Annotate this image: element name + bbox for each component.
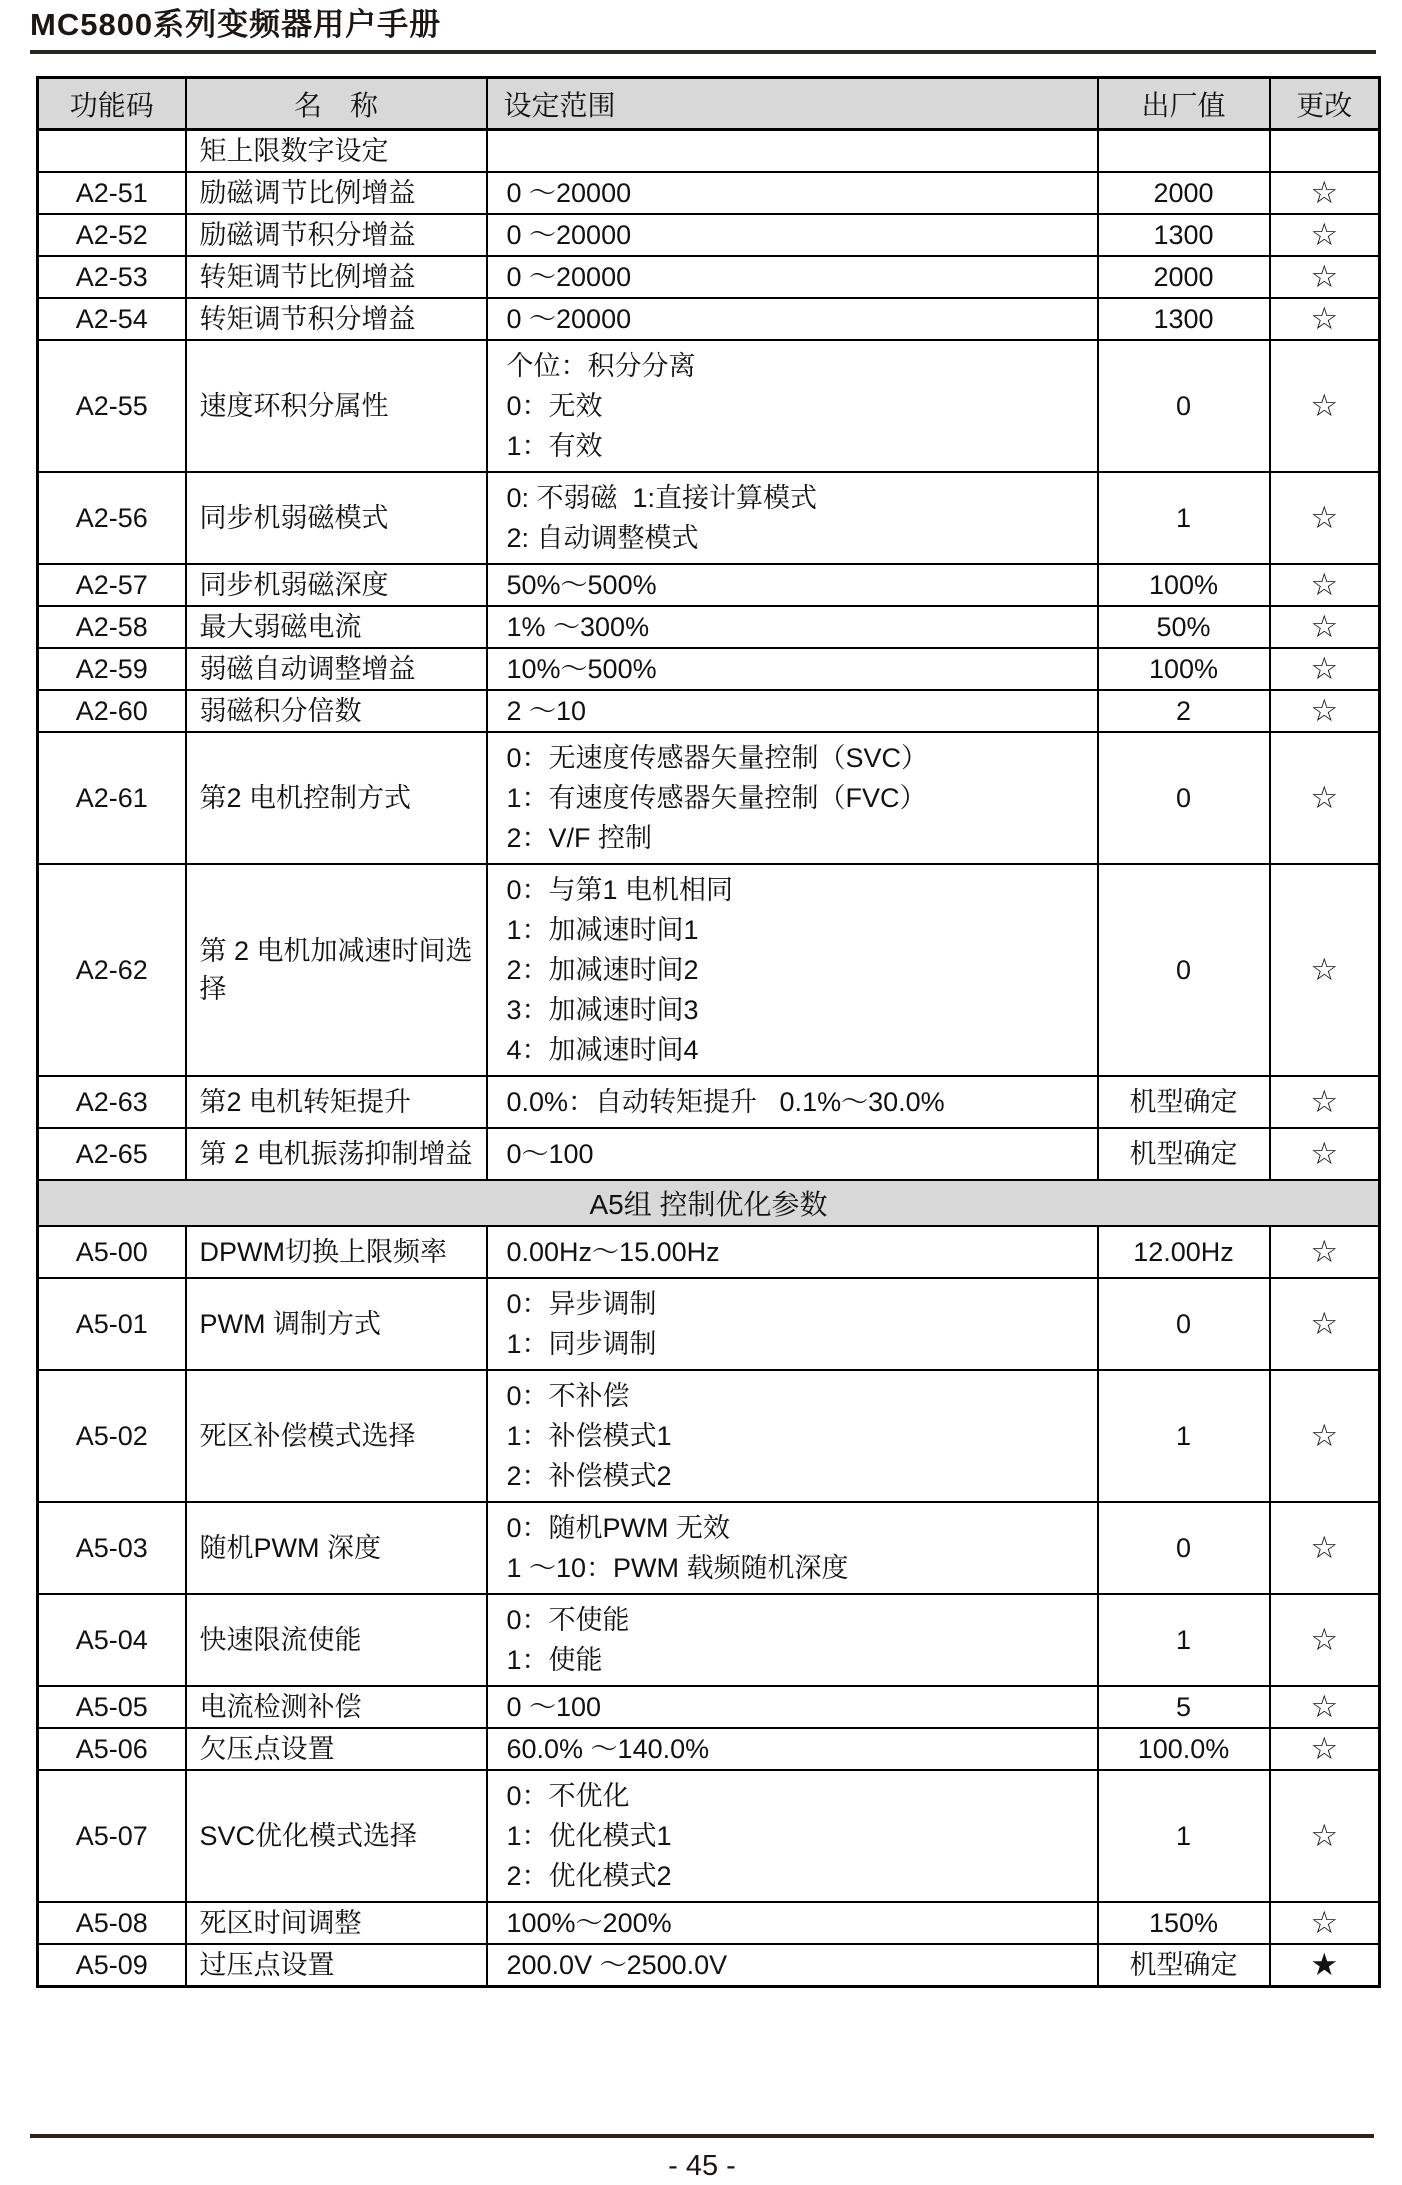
- param-name: 快速限流使能: [186, 1594, 487, 1686]
- param-change: [1270, 1278, 1380, 1370]
- param-change: [1270, 1128, 1380, 1180]
- param-name: PWM 调制方式: [186, 1278, 487, 1370]
- param-name: 第 2 电机加减速时间选择: [186, 864, 487, 1076]
- open-star-icon: ☆: [1310, 1904, 1339, 1940]
- param-name: 速度环积分属性: [186, 340, 487, 472]
- param-change: [1270, 690, 1380, 732]
- param-change: [1270, 1902, 1380, 1944]
- param-range-line: 2：补偿模式2: [506, 1460, 672, 1491]
- param-range-line: 2：优化模式2: [506, 1860, 672, 1891]
- param-range-line: 2：V/F 控制: [506, 822, 653, 853]
- param-range-line: 0：不补偿: [506, 1380, 630, 1411]
- param-range-line: 1：有效: [506, 430, 603, 461]
- param-name: 随机PWM 深度: [186, 1502, 487, 1594]
- param-default: 机型确定: [1098, 1128, 1270, 1180]
- param-default: 1: [1098, 1370, 1270, 1502]
- param-range: [487, 472, 1098, 564]
- param-change: [1270, 1770, 1380, 1902]
- open-star-icon: ☆: [1310, 1083, 1339, 1119]
- param-change: [1270, 1370, 1380, 1502]
- param-range-line: 1% ～300%: [506, 611, 650, 642]
- open-star-icon: ☆: [1310, 216, 1339, 252]
- param-range-line: 2: 自动调整模式: [506, 522, 699, 553]
- param-row: [38, 298, 1380, 340]
- param-default: 100.0%: [1098, 1728, 1270, 1770]
- param-range-line: 1：同步调制: [506, 1328, 657, 1359]
- col-header-change: 更改: [1270, 78, 1380, 130]
- param-range-line: 200.0V ～2500.0V: [506, 1949, 728, 1980]
- param-range-line: 0：不使能: [506, 1604, 630, 1635]
- col-header-name: 名 称: [186, 78, 487, 130]
- open-star-icon: ☆: [1310, 1688, 1339, 1724]
- param-code: A5-04: [38, 1594, 186, 1686]
- param-row: [38, 1278, 1380, 1370]
- param-range-line: 0～100: [506, 1138, 594, 1169]
- param-name: 电流检测补偿: [186, 1686, 487, 1728]
- param-default: 0: [1098, 864, 1270, 1076]
- open-star-icon: ☆: [1310, 1305, 1339, 1341]
- param-row: [38, 1076, 1380, 1128]
- param-default: 0: [1098, 732, 1270, 864]
- param-range-line: 2：加减速时间2: [506, 954, 699, 985]
- param-name: DPWM切换上限频率: [186, 1226, 487, 1278]
- param-code: A5-06: [38, 1728, 186, 1770]
- param-change: [1270, 564, 1380, 606]
- param-range-line: 1：补偿模式1: [506, 1420, 672, 1451]
- param-name: 欠压点设置: [186, 1728, 487, 1770]
- param-name: 第2 电机控制方式: [186, 732, 487, 864]
- param-row: [38, 648, 1380, 690]
- param-default: 5: [1098, 1686, 1270, 1728]
- parameter-table: [36, 76, 1381, 1988]
- param-name: 励磁调节积分增益: [186, 214, 487, 256]
- param-row: [38, 564, 1380, 606]
- param-range-line: 0：无速度传感器矢量控制（SVC）: [506, 742, 929, 773]
- param-range: [487, 1076, 1098, 1128]
- param-range: [487, 564, 1098, 606]
- param-name: 矩上限数字设定: [186, 130, 487, 172]
- open-star-icon: ☆: [1310, 1233, 1339, 1269]
- open-star-icon: ☆: [1310, 608, 1339, 644]
- param-range-line: 2 ～10: [506, 695, 587, 726]
- param-range: [487, 1728, 1098, 1770]
- param-code: A2-62: [38, 864, 186, 1076]
- param-code: A5-08: [38, 1902, 186, 1944]
- open-star-icon: ☆: [1310, 692, 1339, 728]
- param-name: 同步机弱磁模式: [186, 472, 487, 564]
- param-change: [1270, 214, 1380, 256]
- param-row: [38, 130, 1380, 172]
- param-range-line: 0 ～20000: [506, 303, 632, 334]
- param-range-line: 0.00Hz～15.00Hz: [506, 1236, 720, 1267]
- param-row: [38, 1502, 1380, 1594]
- param-range-line: 4：加减速时间4: [506, 1034, 699, 1065]
- open-star-icon: ☆: [1310, 779, 1339, 815]
- param-code: A5-01: [38, 1278, 186, 1370]
- param-name: 弱磁积分倍数: [186, 690, 487, 732]
- param-default: 100%: [1098, 564, 1270, 606]
- param-row: [38, 1728, 1380, 1770]
- param-change: [1270, 1594, 1380, 1686]
- param-code: A2-59: [38, 648, 186, 690]
- document-footer: [30, 2126, 1374, 2183]
- param-range: [487, 1594, 1098, 1686]
- param-name: 同步机弱磁深度: [186, 564, 487, 606]
- param-default: 2000: [1098, 256, 1270, 298]
- param-change: [1270, 1728, 1380, 1770]
- col-header-factory-value: 出厂值: [1098, 78, 1270, 130]
- param-default: [1098, 130, 1270, 172]
- param-default: 1300: [1098, 214, 1270, 256]
- param-change: [1270, 130, 1380, 172]
- param-row: [38, 340, 1380, 472]
- col-header-function-code: 功能码: [38, 78, 186, 130]
- param-change: [1270, 472, 1380, 564]
- param-range: [487, 1770, 1098, 1902]
- param-range-line: 10%～500%: [506, 653, 657, 684]
- param-change: [1270, 298, 1380, 340]
- param-name: 第 2 电机振荡抑制增益: [186, 1128, 487, 1180]
- param-range-line: 0：异步调制: [506, 1288, 657, 1319]
- doc-title: MC5800系列变频器用户手册: [30, 7, 442, 42]
- param-range-line: 50%～500%: [506, 569, 657, 600]
- param-change: [1270, 732, 1380, 864]
- open-star-icon: ☆: [1310, 1730, 1339, 1766]
- param-name: 弱磁自动调整增益: [186, 648, 487, 690]
- param-range: [487, 340, 1098, 472]
- open-star-icon: ☆: [1310, 1817, 1339, 1853]
- param-default: 50%: [1098, 606, 1270, 648]
- open-star-icon: ☆: [1310, 499, 1339, 535]
- param-default: 12.00Hz: [1098, 1226, 1270, 1278]
- param-default: 0: [1098, 1502, 1270, 1594]
- param-range-line: 60.0% ～140.0%: [506, 1733, 710, 1764]
- open-star-icon: ☆: [1310, 258, 1339, 294]
- param-change: [1270, 606, 1380, 648]
- param-code: A2-61: [38, 732, 186, 864]
- param-range: [487, 1902, 1098, 1944]
- group-header-label: A5组 控制优化参数: [38, 1180, 1380, 1226]
- param-code: A5-02: [38, 1370, 186, 1502]
- param-default: 100%: [1098, 648, 1270, 690]
- param-range-line: 0：不优化: [506, 1780, 630, 1811]
- param-row: [38, 690, 1380, 732]
- param-row: [38, 1686, 1380, 1728]
- param-default: 1: [1098, 1770, 1270, 1902]
- param-range-line: 0 ～20000: [506, 177, 632, 208]
- param-range-line: 1：有速度传感器矢量控制（FVC）: [506, 782, 927, 813]
- param-code: A5-09: [38, 1944, 186, 1987]
- param-name: 第2 电机转矩提升: [186, 1076, 487, 1128]
- open-star-icon: ☆: [1310, 1417, 1339, 1453]
- open-star-icon: ☆: [1310, 650, 1339, 686]
- param-range-line: 0：无效: [506, 390, 603, 421]
- param-range: [487, 864, 1098, 1076]
- footer-divider: [30, 2134, 1374, 2138]
- param-range-line: 0 ～20000: [506, 219, 632, 250]
- param-range: [487, 606, 1098, 648]
- param-range-line: 100%～200%: [506, 1907, 672, 1938]
- open-star-icon: ☆: [1310, 1135, 1339, 1171]
- param-range-line: 1：优化模式1: [506, 1820, 672, 1851]
- param-range-line: 0：随机PWM 无效: [506, 1512, 731, 1543]
- param-row: [38, 1944, 1380, 1987]
- param-name: 转矩调节积分增益: [186, 298, 487, 340]
- param-default: 机型确定: [1098, 1944, 1270, 1987]
- param-name: 励磁调节比例增益: [186, 172, 487, 214]
- param-code: A5-00: [38, 1226, 186, 1278]
- header-divider: [30, 50, 1376, 54]
- param-default: 0: [1098, 1278, 1270, 1370]
- param-name: 死区补偿模式选择: [186, 1370, 487, 1502]
- open-star-icon: ☆: [1310, 951, 1339, 987]
- param-row: [38, 1128, 1380, 1180]
- open-star-icon: ☆: [1310, 174, 1339, 210]
- param-range: [487, 172, 1098, 214]
- param-code: A2-57: [38, 564, 186, 606]
- param-row: [38, 214, 1380, 256]
- param-change: [1270, 1686, 1380, 1728]
- param-row: [38, 1226, 1380, 1278]
- param-range: [487, 1502, 1098, 1594]
- param-range-line: 0：与第1 电机相同: [506, 874, 734, 905]
- param-code: A2-51: [38, 172, 186, 214]
- param-default: 1: [1098, 472, 1270, 564]
- param-change: [1270, 256, 1380, 298]
- param-code: A2-63: [38, 1076, 186, 1128]
- open-star-icon: ☆: [1310, 566, 1339, 602]
- param-range: [487, 1686, 1098, 1728]
- param-range-line: 1：加减速时间1: [506, 914, 699, 945]
- open-star-icon: ☆: [1310, 300, 1339, 336]
- param-range: [487, 256, 1098, 298]
- param-range: [487, 690, 1098, 732]
- param-range-line: 0: 不弱磁 1:直接计算模式: [506, 482, 818, 513]
- param-row: [38, 172, 1380, 214]
- open-star-icon: ☆: [1310, 1529, 1339, 1565]
- filled-star-icon: ★: [1310, 1946, 1339, 1982]
- param-name: 过压点设置: [186, 1944, 487, 1987]
- param-change: [1270, 172, 1380, 214]
- param-name: 死区时间调整: [186, 1902, 487, 1944]
- param-default: 机型确定: [1098, 1076, 1270, 1128]
- param-range: [487, 1944, 1098, 1987]
- page-number: - 45 -: [668, 2150, 736, 2182]
- param-range-line: 0 ～100: [506, 1691, 602, 1722]
- param-code: A5-07: [38, 1770, 186, 1902]
- param-change: [1270, 1502, 1380, 1594]
- param-code: A2-65: [38, 1128, 186, 1180]
- param-row: [38, 472, 1380, 564]
- param-default: 1300: [1098, 298, 1270, 340]
- param-default: 2000: [1098, 172, 1270, 214]
- param-range: [487, 732, 1098, 864]
- param-code: A2-53: [38, 256, 186, 298]
- param-range: [487, 1278, 1098, 1370]
- param-change: [1270, 340, 1380, 472]
- param-range-line: 0.0%：自动转矩提升 0.1%～30.0%: [506, 1086, 945, 1117]
- param-row: [38, 1770, 1380, 1902]
- param-range: [487, 130, 1098, 172]
- param-default: 2: [1098, 690, 1270, 732]
- param-default: 1: [1098, 1594, 1270, 1686]
- param-default: 0: [1098, 340, 1270, 472]
- param-range-line: 个位：积分分离: [506, 350, 696, 381]
- param-code: A5-05: [38, 1686, 186, 1728]
- param-change: [1270, 648, 1380, 690]
- document-header: [0, 0, 1402, 54]
- param-row: [38, 1370, 1380, 1502]
- param-range: [487, 1128, 1098, 1180]
- param-range: [487, 298, 1098, 340]
- param-range: [487, 214, 1098, 256]
- param-range: [487, 1226, 1098, 1278]
- open-star-icon: ☆: [1310, 387, 1339, 423]
- param-change: [1270, 1944, 1380, 1987]
- table-header-row: [38, 78, 1380, 130]
- param-default: 150%: [1098, 1902, 1270, 1944]
- param-range-line: 1：使能: [506, 1644, 603, 1675]
- param-row: [38, 606, 1380, 648]
- param-row: [38, 1902, 1380, 1944]
- param-row: [38, 1594, 1380, 1686]
- param-change: [1270, 1076, 1380, 1128]
- param-change: [1270, 1226, 1380, 1278]
- param-change: [1270, 864, 1380, 1076]
- param-code: A2-58: [38, 606, 186, 648]
- param-code: A2-56: [38, 472, 186, 564]
- open-star-icon: ☆: [1310, 1621, 1339, 1657]
- param-range-line: 3：加减速时间3: [506, 994, 699, 1025]
- param-row: [38, 864, 1380, 1076]
- param-code: A2-60: [38, 690, 186, 732]
- param-name: 转矩调节比例增益: [186, 256, 487, 298]
- param-code: A2-52: [38, 214, 186, 256]
- col-header-setting-range: 设定范围: [487, 78, 1098, 130]
- param-range: [487, 648, 1098, 690]
- param-code: [38, 130, 186, 172]
- param-range: [487, 1370, 1098, 1502]
- param-name: 最大弱磁电流: [186, 606, 487, 648]
- param-row: [38, 732, 1380, 864]
- param-code: A5-03: [38, 1502, 186, 1594]
- param-code: A2-54: [38, 298, 186, 340]
- param-range-line: 0 ～20000: [506, 261, 632, 292]
- param-range-line: 1 ～10：PWM 载频随机深度: [506, 1552, 849, 1583]
- group-header-row: [38, 1180, 1380, 1226]
- param-name: SVC优化模式选择: [186, 1770, 487, 1902]
- param-row: [38, 256, 1380, 298]
- param-code: A2-55: [38, 340, 186, 472]
